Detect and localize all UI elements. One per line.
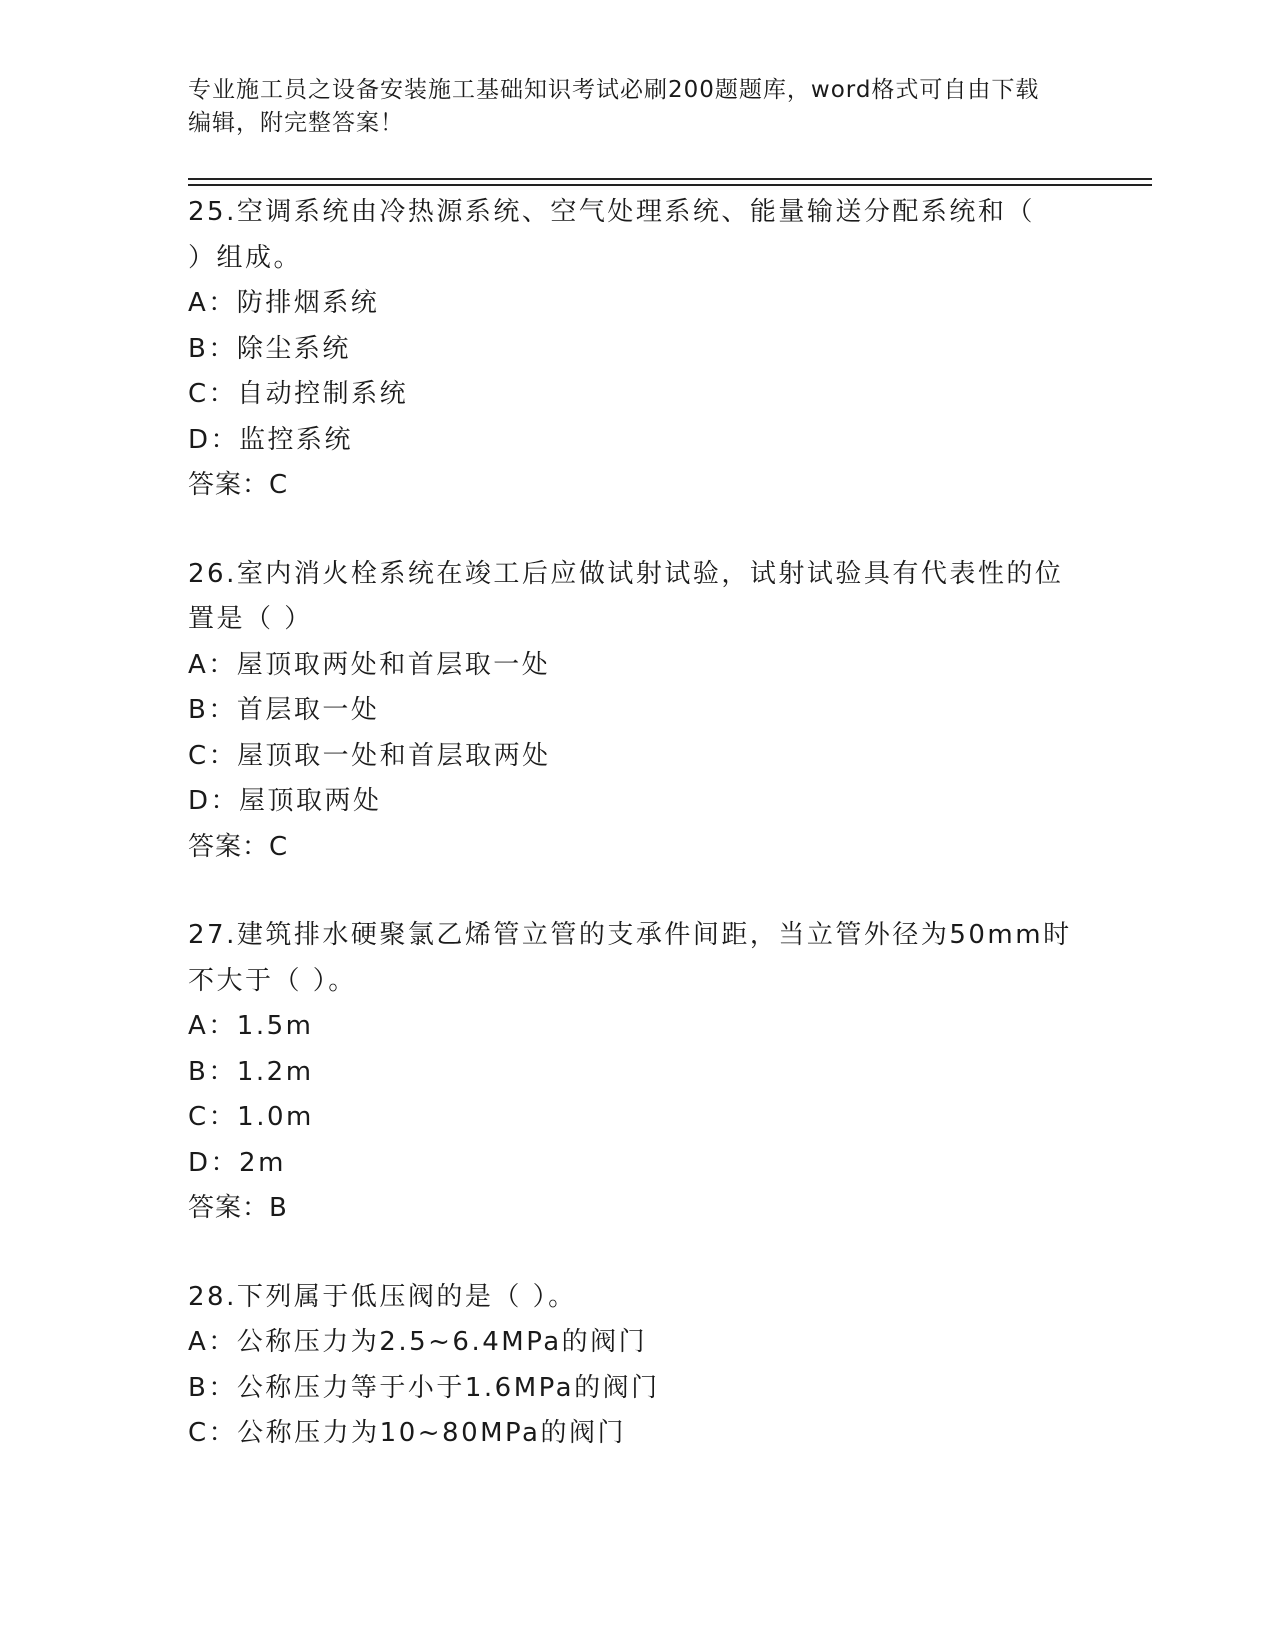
option-text: 屋顶取一处和首层取两处 (237, 740, 551, 771)
answer-key: 答案：C (188, 831, 289, 862)
answer-option (188, 327, 1088, 373)
answer-option (188, 1320, 1088, 1366)
question-stem-line: 26.室内消火栓系统在竣工后应做试射试验，试射试验具有代表性的位 (188, 558, 1064, 589)
option-text: 公称压力为2.5~6.4MPa的阀门 (236, 1327, 648, 1357)
option-text: 监控系统 (239, 424, 354, 455)
option-letter: D： (188, 786, 240, 816)
option-text: 防排烟系统 (236, 288, 380, 318)
answer-key: 答案：C (188, 470, 289, 500)
option-letter: B： (188, 695, 237, 725)
option-letter: B： (188, 1056, 237, 1087)
option-text: 1.0m (237, 1102, 314, 1132)
option-text: 1.2m (236, 1056, 314, 1087)
header-divider-top (188, 178, 1152, 180)
option-text: 2m (239, 1147, 286, 1178)
option-letter: C： (188, 1102, 238, 1132)
answer-option (188, 688, 1088, 734)
answer-option (188, 1095, 1088, 1141)
option-text: 首层取一处 (236, 695, 380, 725)
option-letter: A： (188, 649, 237, 680)
answer-option (188, 1050, 1088, 1096)
document-header (188, 74, 1088, 140)
option-letter: C： (188, 1418, 238, 1448)
option-letter: C： (188, 379, 238, 409)
answer-key: 答案：B (188, 1193, 288, 1223)
option-letter: C： (188, 740, 238, 771)
answer-option (188, 418, 1088, 464)
question-stem-line: 25.空调系统由冷热源系统、空气处理系统、能量输送分配系统和（ (188, 197, 1035, 227)
answer-option (188, 1004, 1088, 1050)
answer-option (188, 1366, 1088, 1412)
question-block (188, 913, 1088, 1232)
answer-option (188, 734, 1088, 780)
header-line-1: 专业施工员之设备安装施工基础知识考试必刷200题题库，word格式可自由下载 (188, 77, 1040, 103)
option-text: 除尘系统 (236, 333, 351, 364)
answer-option (188, 372, 1088, 418)
answer-option (188, 779, 1088, 825)
question-block (188, 1275, 1088, 1457)
option-text: 屋顶取两处和首层取一处 (236, 649, 551, 680)
option-letter: D： (188, 424, 240, 455)
option-text: 公称压力为10~80MPa的阀门 (237, 1418, 626, 1448)
question-stem-line: 27.建筑排水硬聚氯乙烯管立管的支承件间距，当立管外径为50mm时 (188, 920, 1072, 950)
option-letter: B： (188, 1372, 237, 1403)
answer-option (188, 1411, 1088, 1457)
option-letter: D： (188, 1147, 240, 1178)
question-block (188, 552, 1088, 871)
option-letter: A： (188, 288, 237, 318)
option-letter: A： (188, 1011, 237, 1041)
header-line-2: 编辑，附完整答案！ (188, 110, 404, 136)
answer-option (188, 281, 1088, 327)
answer-option (188, 643, 1088, 689)
question-block (188, 190, 1088, 509)
option-text: 1.5m (236, 1011, 314, 1041)
option-text: 公称压力等于小于1.6MPa的阀门 (236, 1372, 660, 1403)
option-letter: A： (188, 1327, 237, 1357)
option-letter: B： (188, 333, 237, 364)
question-stem-line: 置是（ ） (188, 604, 313, 634)
header-divider-bottom (188, 184, 1152, 186)
question-stem-line: 不大于（ ）。 (188, 965, 357, 996)
option-text: 屋顶取两处 (239, 786, 382, 816)
question-stem-line: 28.下列属于低压阀的是（ ）。 (188, 1281, 577, 1312)
question-list (188, 190, 1088, 1500)
question-stem-line: ）组成。 (188, 242, 303, 273)
answer-option (188, 1141, 1088, 1187)
option-text: 自动控制系统 (237, 379, 409, 409)
